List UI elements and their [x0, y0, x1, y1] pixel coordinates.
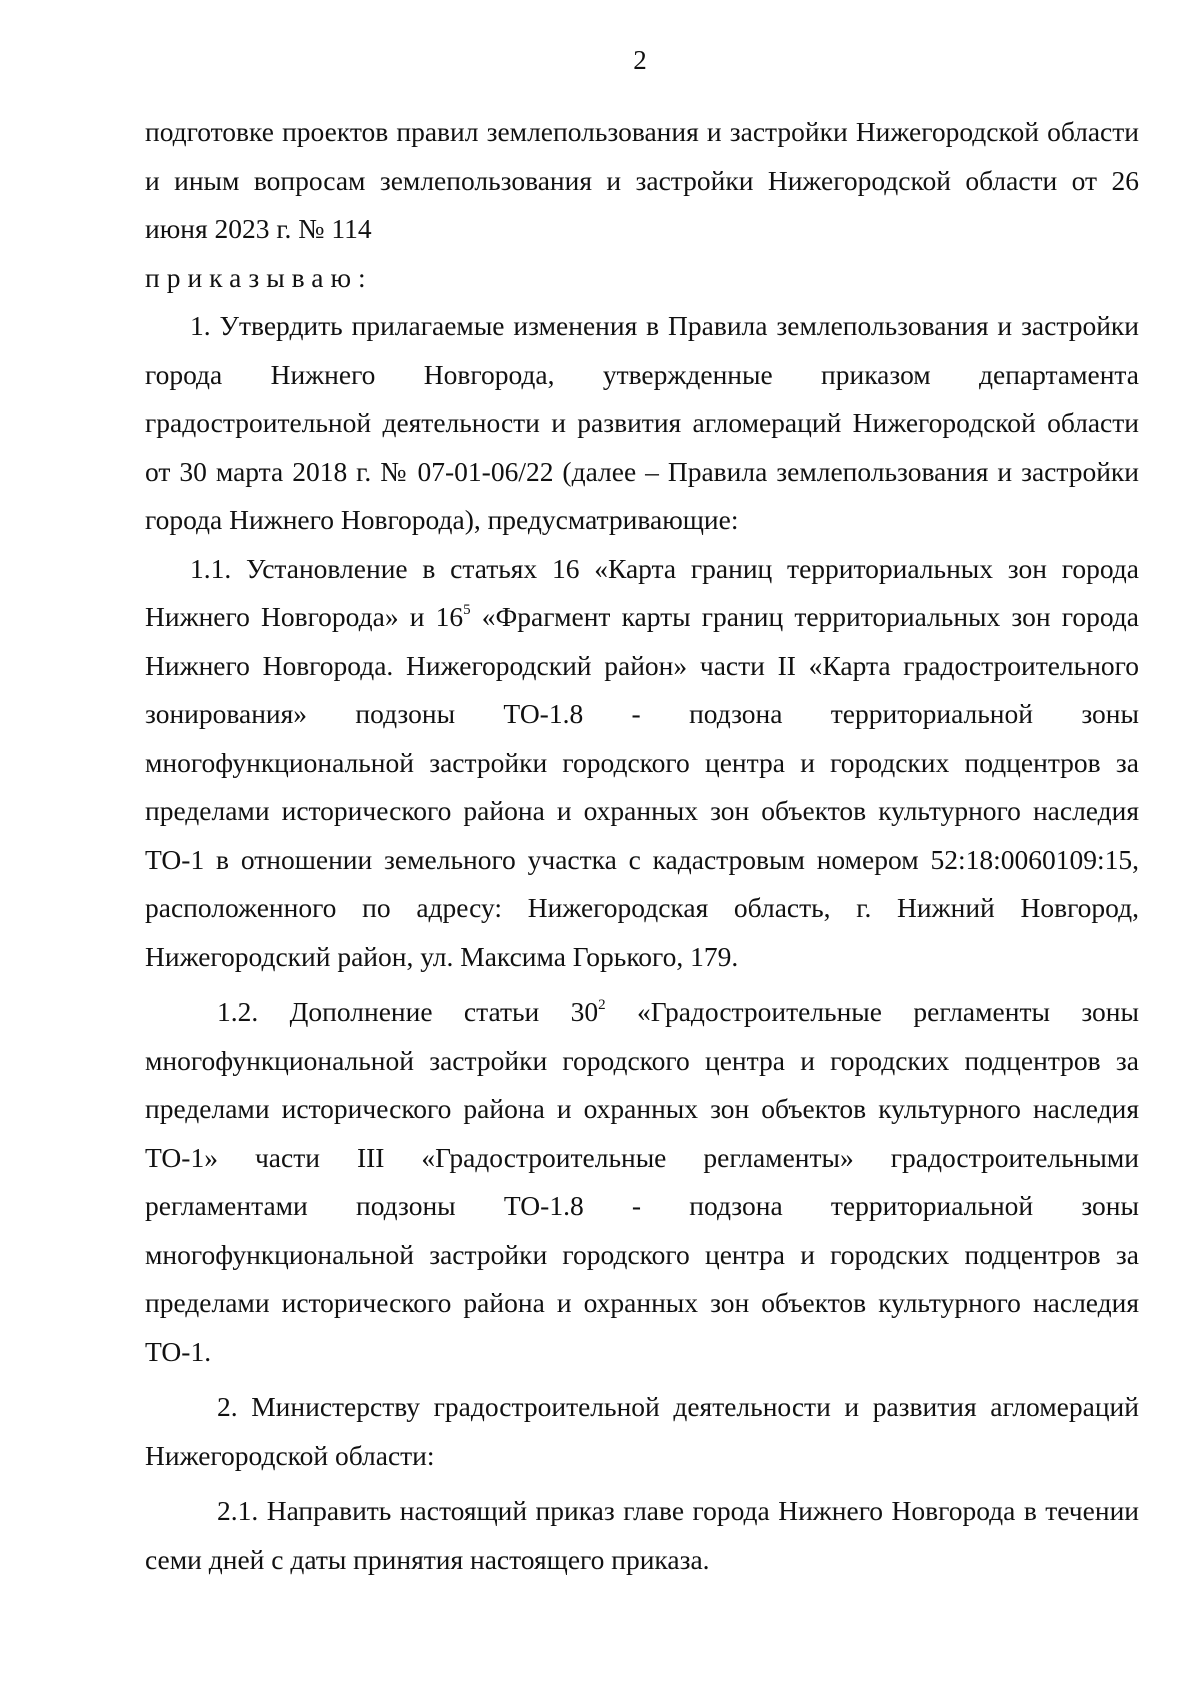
- item-1-2-text-end: «Градостроительные регламенты зоны многофункциональной застройки городского центра и городских подцентров за пределами исторического района и охранных зон объектов культурного наследия ТО-1» части III «Градостроительные регламенты» градостроительными регламентами подзоны ТО-1.8 - подзона территориальной зоны многофункциональной застройки городского центра и городских подцентров за пределами исторического района и охранных зон объектов культурного наследия ТО-1.: [145, 996, 1139, 1367]
- paragraph-item-1-1: [145, 545, 1139, 982]
- paragraph-item-1-2: [145, 988, 1139, 1376]
- item-1-1-superscript: 5: [463, 601, 471, 618]
- document-body: [145, 108, 1139, 1584]
- page-number: 2: [633, 45, 647, 75]
- preamble-paragraph: подготовке проектов правил землепользования и застройки Нижегородской области и иным вопросам землепользования и застройки Нижегородской области от 26 июня 2023 г. № 114: [145, 116, 1139, 244]
- paragraph-item-1: 1. Утвердить прилагаемые изменения в Правила землепользования и застройки города Нижнего Новгорода, утвержденные приказом департамента градостроительной деятельности и развития агломераций Нижегородской области от 30 марта 2018 г. № 07-01-06/22 (далее – Правила землепользования и застройки города Нижнего Новгорода), предусматривающие:: [145, 310, 1139, 535]
- paragraph-item-2: 2. Министерству градостроительной деятельности и развития агломераций Нижегородской области:: [145, 1391, 1139, 1471]
- item-1-1-text-end: «Фрагмент карты границ территориальных зон города Нижнего Новгорода. Нижегородский район» части II «Карта градостроительного зонирования» подзоны ТО-1.8 - подзона территориальной зоны многофункциональной застройки городского центра и городских подцентров за пределами исторического района и охранных зон объектов культурного наследия ТО-1 в отношении земельного участка с кадастровым номером 52:18:0060109:15, расположенного по адресу: Нижегородская область, г. Нижний Новгород, Нижегородский район, ул. Максима Горького, 179.: [145, 601, 1140, 972]
- item-1-2-superscript: 2: [598, 996, 606, 1013]
- paragraph-item-2-1: 2.1. Направить настоящий приказ главе города Нижнего Новгорода в течении семи дней с даты принятия настоящего приказа.: [145, 1495, 1139, 1575]
- item-1-1-text-start: 1.1. Установление в статьях 16 «Карта границ территориальных зон города Нижнего Новгорода» и 16: [145, 552, 1139, 632]
- item-1-2-text-start: 1.2. Дополнение статьи 30: [217, 996, 599, 1027]
- order-word: приказываю:: [145, 261, 373, 293]
